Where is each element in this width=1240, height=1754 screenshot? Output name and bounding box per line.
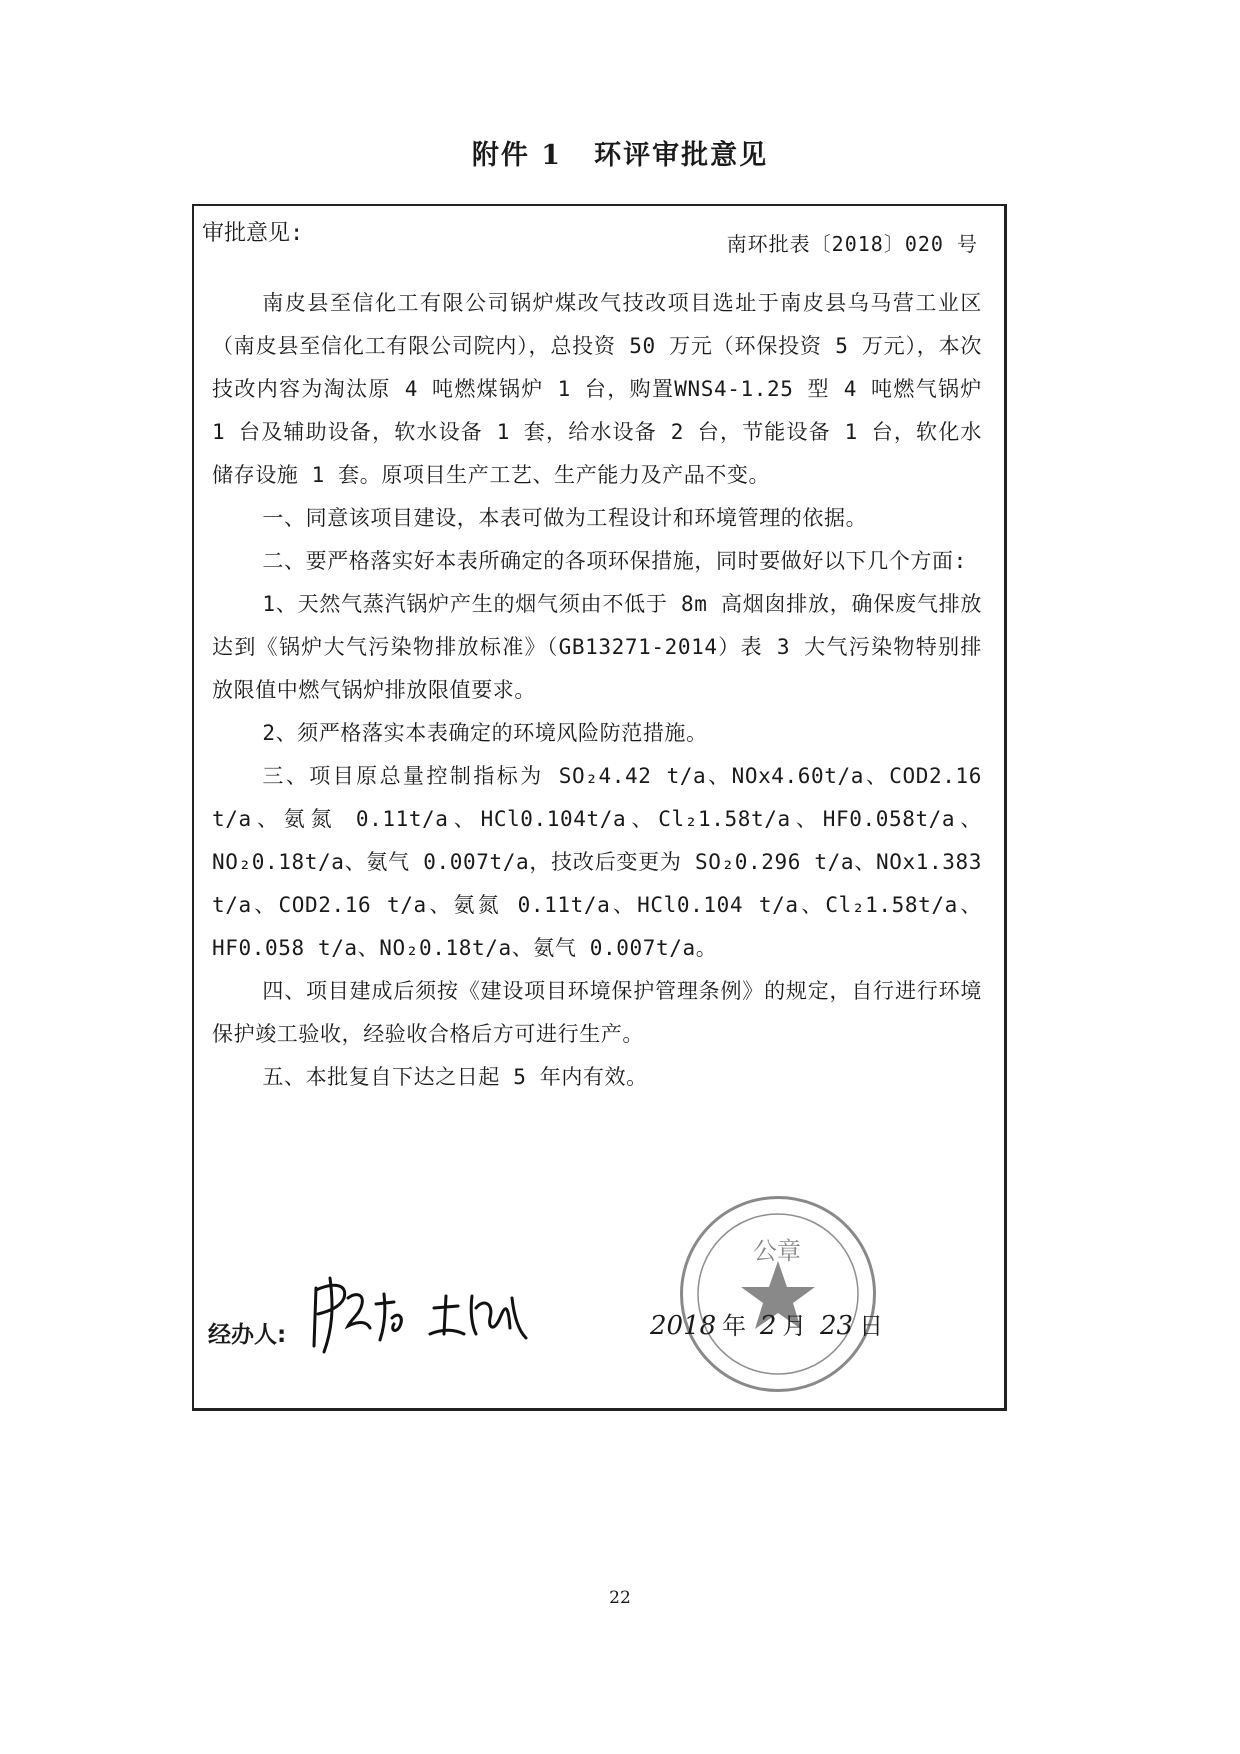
paragraph-2-2: 2、须严格落实本表确定的环境风险防范措施。 <box>262 721 708 745</box>
title-prefix: 附件 1 <box>471 140 563 171</box>
paragraph-2-1: 1、天然气蒸汽锅炉产生的烟气须由不低于 8m 高烟囱排放，确保废气排放达到《锅炉大气污染物排放标准》（GB13271-2014）表 3 大气污染物特别排放限值中燃气锅炉排放限值要求。 <box>212 592 982 702</box>
paragraph-1: 一、同意该项目建设，本表可做为工程设计和环境管理的依据。 <box>262 506 868 530</box>
date-year: 2018 <box>650 1311 717 1341</box>
title-main: 环评审批意见 <box>594 140 769 171</box>
signer-label: 经办人: <box>208 1322 287 1348</box>
paragraph-2: 二、要严格落实好本表所确定的各项环保措施，同时要做好以下几个方面: <box>262 549 967 573</box>
document-number: 南环批表〔2018〕020 号 <box>726 232 978 256</box>
field-label: 审批意见: <box>202 221 304 246</box>
date-day-suffix: 日 <box>859 1312 884 1340</box>
handwritten-signature <box>304 1268 544 1362</box>
page-title <box>0 133 1240 172</box>
page-number: 22 <box>609 1588 631 1608</box>
paragraph-3: 三、项目原总量控制指标为 SO₂4.42 t/a、NOx4.60t/a、COD2.16 t/a、氨氮 0.11t/a、HCl0.104t/a、Cl₂1.58t/a、HF0.058t/a、NO₂0.18t/a、氨气 0.007t/a，技改后变更为 SO₂0.296 t/a、NOx1.383 t/a、COD2.16 t/a、氨氮 0.11t/a、HCl0.104 t/a、Cl₂1.58t/a、HF0.058 t/a、NO₂0.18t/a、氨气 0.007t/a。 <box>212 764 982 960</box>
seal-text: 公章 <box>753 1237 801 1265</box>
date-day: 23 <box>820 1311 854 1341</box>
seal-star-icon <box>683 1199 873 1389</box>
paragraph-intro: 南皮县至信化工有限公司锅炉煤改气技改项目选址于南皮县乌马营工业区（南皮县至信化工有限公司院内），总投资 50 万元（环保投资 5 万元），本次技改内容为淘汰原 4 吨燃煤锅炉 1 台，购置WNS4-1.25 型 4 吨燃气锅炉 1 台及辅助设备，软水设备 1 套，给水设备 2 台，节能设备 1 台，软化水储存设施 1 套。原项目生产工艺、生产能力及产品不变。 <box>212 291 982 487</box>
approval-form-box <box>192 204 1007 1411</box>
date-year-suffix: 年 <box>722 1312 747 1340</box>
approval-body <box>212 282 982 1099</box>
paragraph-4: 四、项目建成后须按《建设项目环境保护管理条例》的规定，自行进行环境保护竣工验收，经验收合格后方可进行生产。 <box>212 979 982 1046</box>
paragraph-5: 五、本批复自下达之日起 5 年内有效。 <box>262 1065 648 1089</box>
official-seal <box>680 1196 876 1392</box>
approval-date <box>644 1306 883 1341</box>
date-month: 2 <box>759 1311 777 1341</box>
date-month-suffix: 月 <box>782 1312 807 1340</box>
